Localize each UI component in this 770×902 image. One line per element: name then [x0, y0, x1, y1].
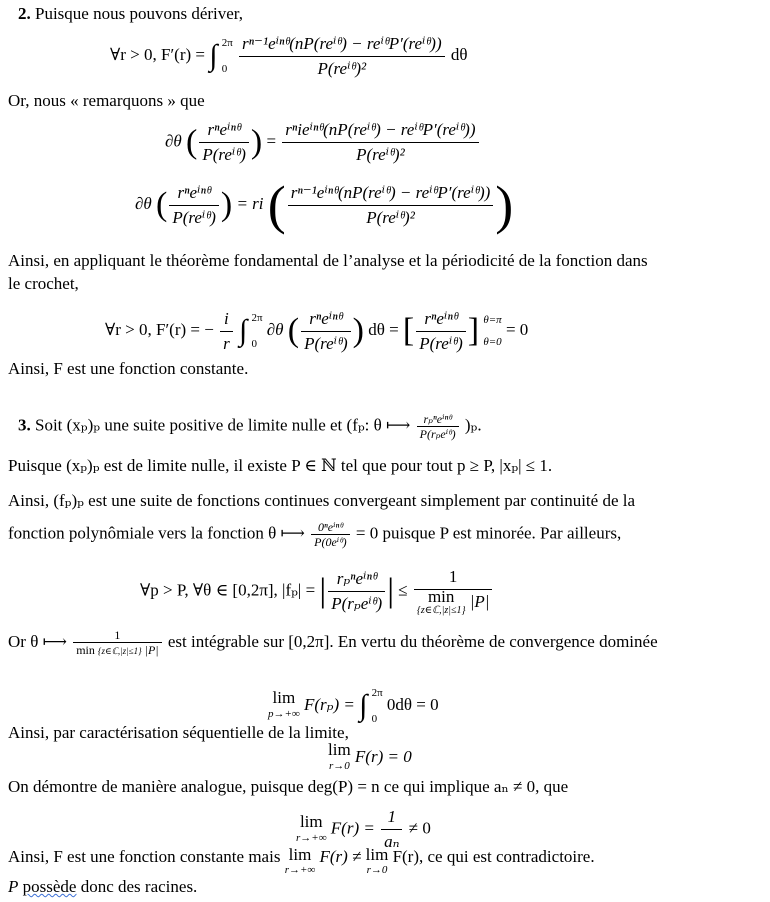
section-3-line-1 [18, 412, 482, 441]
eq2-partial-operator: ∂θ [165, 131, 182, 151]
eq2-equals: = [266, 131, 277, 151]
eq4-r: r [220, 331, 233, 356]
eq2-rhs-fraction [282, 118, 478, 167]
ainsi-theorem-line-1: Ainsi, en appliquant le théorème fondamental de l’analyse et la périodicité de la fonction dans [8, 251, 648, 270]
line9-a: P [8, 877, 19, 896]
equation-limit-zero [328, 742, 412, 774]
eq3-rhs-fraction [288, 181, 494, 230]
eq3-lhs-denominator: P(reⁱᶿ) [169, 205, 219, 230]
eq5-numerator: rₚⁿeⁱⁿᶿ [336, 569, 377, 588]
equation-domination: ∀p > P, ∀θ ∈ [0,2π], |fₚ| = | $\frac{\text{rₚⁿeⁱⁿᶿ}}{\text{P(rₚeⁱᶿ)}}$ | ≤ 1 min {z∈ℂ,|z|≤1} |P| [140, 565, 494, 618]
eq4-bracket-upper: θ=π [483, 314, 502, 326]
line5-b: est intégrable sur [0,2π]. En vertu du théorème de convergence dominée [167, 631, 658, 651]
eq5-bound-fraction [414, 565, 493, 618]
section-3-line-2: Puisque (xₚ)ₚ est de limite nulle, il existe P ∈ ℕ tel que pour tout p ≥ P, |xₚ| ≤ 1. [8, 456, 553, 475]
eq2-lhs-fraction [199, 118, 249, 167]
eq2-lhs-denominator: P(reⁱᶿ) [199, 142, 249, 167]
section-3-line-6: Ainsi, par caractérisation séquentielle de la limite, [8, 723, 349, 742]
eq6-lim: lim [272, 688, 296, 707]
section-3-line-8 [8, 846, 595, 876]
line8-lim1-sub: r→+∞ [284, 864, 316, 876]
line4-fraction [311, 520, 350, 549]
eq4-inner-fraction [301, 307, 351, 356]
line9-b-spellcheck[interactable]: possède [22, 877, 77, 896]
section-2-conclusion: Ainsi, F est une fonction constante. [8, 359, 249, 378]
eq5-le: ≤ [398, 580, 408, 600]
eq7-tail: F(r) = 0 [354, 746, 412, 766]
eq3-lhs-fraction [169, 181, 219, 230]
eq3-partial-operator: ∂θ [135, 193, 152, 213]
integral-sign-3: ∫ [359, 689, 368, 722]
eq2-lhs-numerator: rⁿeⁱⁿᶿ [207, 120, 241, 139]
eq4-bracket-denominator: P(reⁱᶿ) [416, 331, 466, 356]
eq1-denominator: P(reⁱᶿ)² [239, 56, 445, 81]
line4-frac-denominator: P(0eⁱᶿ) [311, 534, 350, 549]
line5-min-sub: {z∈ℂ,|z|≤1} [97, 646, 142, 656]
equation-remark-1: ∂θ ( $\frac{\text{rⁿeⁱⁿᶿ}}{\text{P(reⁱᶿ)}}$ ) = $\frac{\text{rⁿieⁱⁿᶿ(nP(reⁱᶿ) − reⁱᶿP′(reⁱᶿ))}}{\text{P(reⁱᶿ)²}}$ [165, 118, 481, 167]
equation-remark-2: ∂θ ( $\frac{\text{rⁿeⁱⁿᶿ}}{\text{P(reⁱᶿ)}}$ ) = ri ( $\frac{\text{rⁿ⁻¹eⁱⁿᶿ(nP(reⁱᶿ) − reⁱᶿP′(reⁱᶿ))}}{\text{P(reⁱᶿ)²}}$ ) [135, 175, 514, 235]
eq8-tail: ≠ 0 [408, 818, 431, 838]
line8-lim1: lim [288, 845, 312, 864]
eq1-lower-bound: 0 [221, 63, 228, 75]
eq4-upper-bound: 2π [251, 312, 263, 324]
eq4-lhs: ∀r > 0, F′(r) = − [105, 319, 214, 339]
line8-lim2-sub: r→0 [366, 864, 388, 876]
line5-min-tail: |P| [144, 643, 159, 657]
section-3-line-4 [8, 520, 621, 549]
eq4-inner-numerator: rⁿeⁱⁿᶿ [309, 308, 343, 328]
line8-lim2: lim [365, 845, 389, 864]
line4-b: = 0 puisque P est minorée. Par ailleurs, [355, 523, 622, 543]
eq4-bracket-numerator: rⁿeⁱⁿᶿ [424, 308, 458, 328]
section-2-intro-text: Puisque nous pouvons dériver, [35, 4, 244, 23]
eq4-bracket-fraction [416, 307, 466, 356]
eq5-min-tail: |P| [469, 592, 490, 611]
eq4-i: i [224, 308, 229, 328]
eq6-mid: F(rₚ) = [304, 694, 355, 714]
section-3-line-1-c: )ₚ. [464, 415, 482, 435]
eq8-lim: lim [299, 811, 323, 831]
eq6-upper-bound: 2π [371, 687, 383, 699]
eq5-min-sub: {z∈ℂ,|z|≤1} [416, 605, 466, 616]
eq4-result: = 0 [505, 319, 529, 339]
eq3-rhs-numerator: rⁿ⁻¹eⁱⁿᶿ(nP(reⁱᶿ) − reⁱᶿP′(reⁱᶿ)) [290, 182, 491, 202]
eq6-lim-sub: p→+∞ [268, 708, 300, 720]
section-3-line-9 [8, 876, 197, 898]
line1-frac-denominator: P(rₚeⁱᶿ) [417, 426, 459, 441]
eq1-lhs: ∀r > 0, F′(r) = [110, 44, 206, 64]
equation-derivative [110, 30, 468, 82]
eq3-equals: = ri [236, 193, 264, 213]
eq1-numerator: rⁿ⁻¹eⁱⁿᶿ(nP(reⁱᶿ) − reⁱᶿP′(reⁱᶿ)) [242, 33, 442, 53]
line4-a: fonction polynômiale vers la fonction θ ⟼ [8, 523, 305, 543]
section-3-line-1-a: Soit (xₚ)ₚ une suite positive de limite nulle et [35, 415, 343, 435]
section-3-line-1-b: (fₚ: θ ⟼ [346, 415, 411, 435]
line8-b: F(r) ≠ [319, 847, 362, 866]
eq5-bound-numerator: 1 [448, 567, 458, 586]
section-3-line-1-fraction [417, 412, 459, 441]
eq5-fraction [328, 567, 385, 616]
remark-line: Or, nous « remarquons » que [8, 91, 205, 110]
line8-a: Ainsi, F est une fonction constante mais [8, 847, 281, 866]
eq4-partial-operator: ∂θ [266, 319, 284, 339]
eq4-bracket-lower: θ=0 [483, 336, 502, 348]
section-2-number: 2. [18, 4, 31, 23]
eq8-denominator: aₙ [381, 829, 402, 854]
eq7-lim-sub: r→0 [328, 760, 350, 772]
eq6-tail: 0dθ = 0 [386, 694, 439, 714]
eq4-i-over-r [220, 307, 233, 356]
section-3-line-7: On démontre de manière analogue, puisque deg(P) = n ce qui implique aₙ ≠ 0, que [8, 777, 569, 796]
ainsi-theorem-line-2: le crochet, [8, 274, 79, 293]
eq8-mid: F(r) = [330, 818, 375, 838]
eq6-lower-bound: 0 [371, 713, 378, 725]
line5-min: min [76, 643, 95, 657]
eq1-upper-bound: 2π [221, 37, 233, 49]
line8-c: F(r), ce qui est contradictoire. [392, 847, 595, 866]
eq2-rhs-denominator: P(reⁱᶿ)² [282, 142, 478, 167]
eq5-min: min [427, 587, 455, 606]
integral-sign: ∫ [209, 39, 218, 72]
eq8-lim-sub: r→+∞ [296, 831, 327, 844]
line5-fraction [73, 628, 161, 658]
line5-frac-numerator: 1 [114, 628, 121, 642]
eq3-rhs-denominator: P(reⁱᶿ)² [288, 205, 494, 230]
eq8-numerator: 1 [387, 807, 397, 826]
section-3-number: 3. [18, 415, 31, 435]
section-3-line-3: Ainsi, (fₚ)ₚ est une suite de fonctions continues convergeant simplement par continuité de la [8, 491, 636, 510]
line1-frac-numerator: rₚⁿeⁱⁿᶿ [423, 412, 452, 426]
section-2-intro [18, 3, 243, 25]
line5-a: Or θ ⟼ [8, 631, 67, 651]
eq4-mid: dθ = [368, 319, 399, 339]
eq4-inner-denominator: P(reⁱᶿ) [301, 331, 351, 356]
eq1-differential: dθ [450, 44, 468, 64]
eq4-lower-bound: 0 [251, 338, 257, 350]
section-3-line-5 [8, 628, 658, 658]
eq1-fraction [239, 32, 445, 81]
eq7-lim: lim [328, 740, 351, 759]
eq2-rhs-numerator: rⁿieⁱⁿᶿ(nP(reⁱᶿ) − reⁱᶿP′(reⁱᶿ)) [285, 120, 476, 139]
equation-fundamental: ∀r > 0, F′(r) = − $\frac{i}{r}$ ∫ 2π 0 ∂θ ( $\frac{\text{rⁿeⁱⁿᶿ}}{\text{P(reⁱᶿ)}}$ ) dθ = [ $\frac{\text{rⁿeⁱⁿᶿ}}{\text{P(reⁱᶿ)}}$ ] θ=π θ=0 = 0 [105, 305, 528, 357]
eq5-lhs: ∀p > P, ∀θ ∈ [0,2π], |fₚ| = [140, 580, 316, 600]
eq3-lhs-numerator: rⁿeⁱⁿᶿ [177, 182, 211, 202]
integral-sign-2: ∫ [238, 314, 248, 347]
line4-frac-numerator: 0ⁿeⁱⁿᶿ [318, 520, 343, 534]
eq5-denominator: P(rₚeⁱᶿ) [328, 591, 385, 616]
line9-c: donc des racines. [80, 877, 198, 896]
